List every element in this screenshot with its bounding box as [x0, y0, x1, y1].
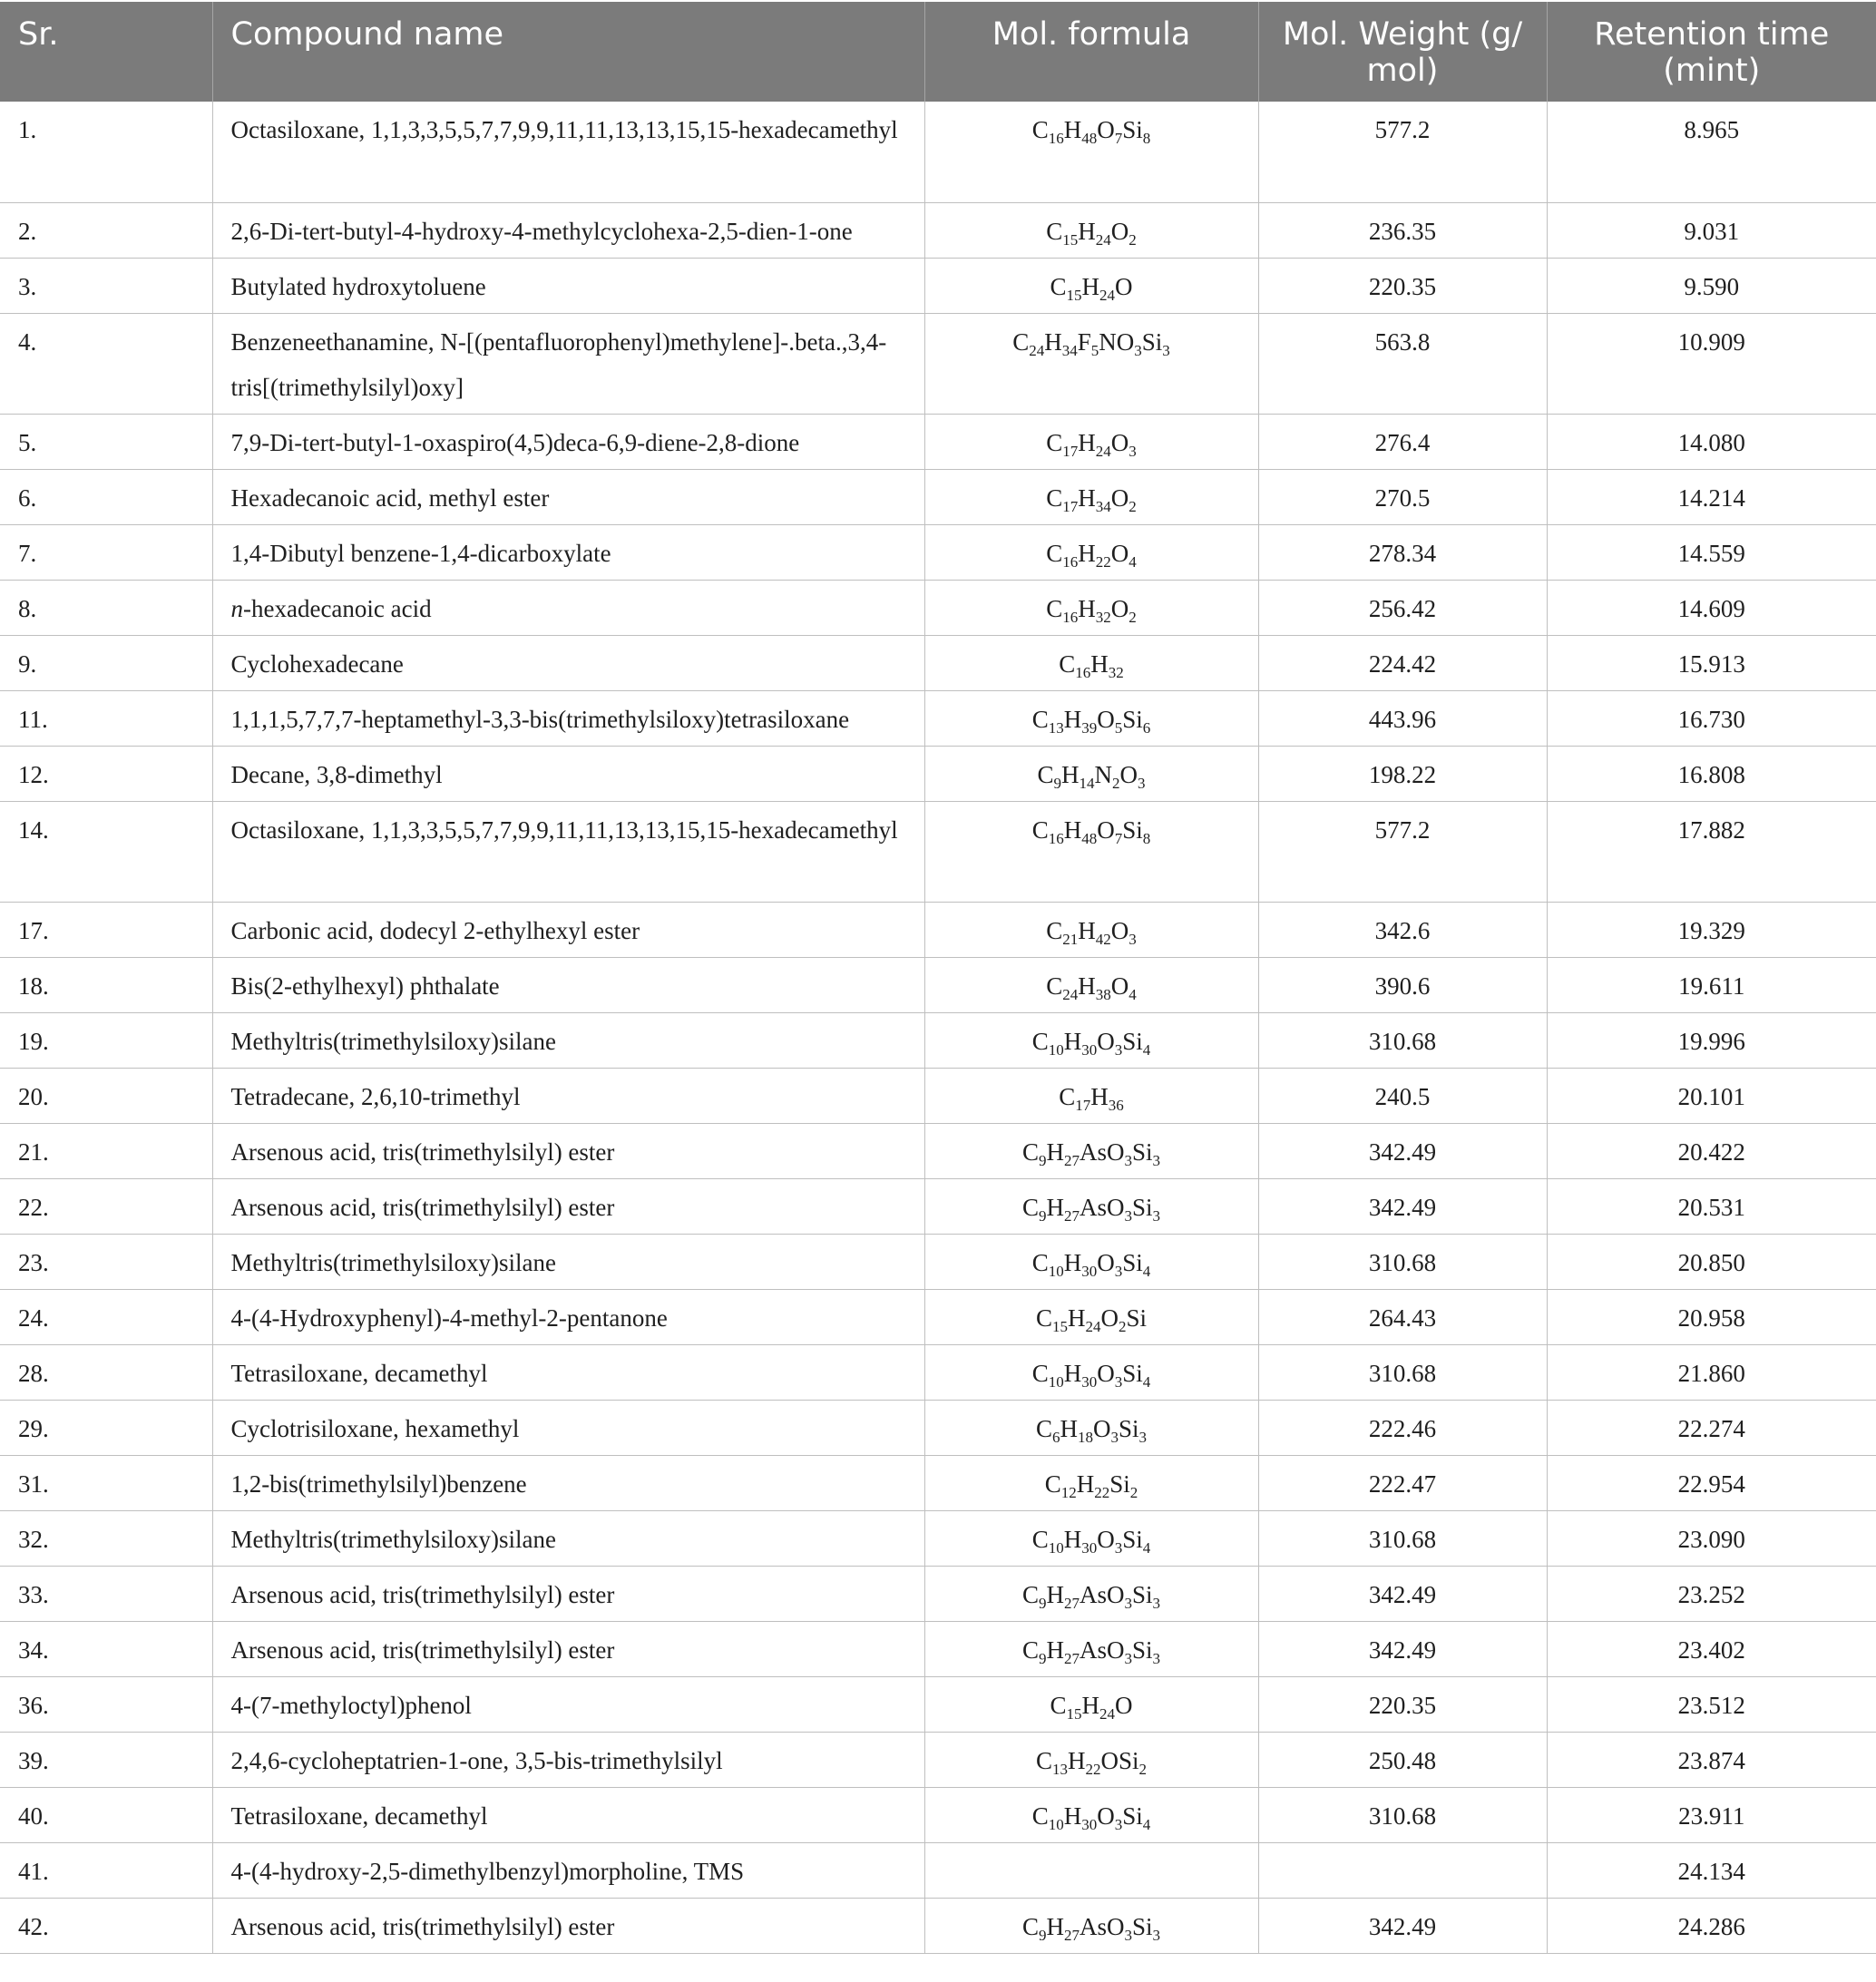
cell-sr: 39. — [0, 1732, 212, 1787]
cell-mol-formula: $C_{12}H_{22}Si_2$ — [924, 1455, 1258, 1510]
cell-mol-weight: 240.5 — [1258, 1068, 1547, 1123]
cell-mol-formula: $C_{16}H_{48}O_7Si_8$ — [924, 801, 1258, 902]
cell-compound-name: Carbonic acid, dodecyl 2-ethylhexyl ester — [212, 902, 924, 957]
cell-mol-formula: $C_{24}H_{34}F_5NO_3Si_3$ — [924, 313, 1258, 414]
cell-compound-name: Cyclotrisiloxane, hexamethyl — [212, 1400, 924, 1455]
cell-compound-name: n-hexadecanoic acid — [212, 580, 924, 635]
cell-mol-formula: $C_{10}H_{30}O_3Si_4$ — [924, 1344, 1258, 1400]
cell-compound-name: 4-(4-hydroxy-2,5-dimethylbenzyl)morpholine, TMS — [212, 1842, 924, 1898]
cell-sr: 34. — [0, 1621, 212, 1676]
cell-retention-time: 17.882 — [1547, 801, 1876, 902]
cell-retention-time: 20.101 — [1547, 1068, 1876, 1123]
cell-mol-weight: 443.96 — [1258, 690, 1547, 746]
cell-retention-time: 16.730 — [1547, 690, 1876, 746]
table-row — [0, 1455, 1876, 1510]
table-row — [0, 1234, 1876, 1289]
cell-compound-name: Benzeneethanamine, N-[(pentafluorophenyl)methylene]-.beta.,3,4-tris[(trimethylsilyl)oxy] — [212, 313, 924, 414]
cell-mol-weight: 310.68 — [1258, 1012, 1547, 1068]
cell-retention-time: 16.808 — [1547, 746, 1876, 801]
cell-retention-time: 21.860 — [1547, 1344, 1876, 1400]
cell-mol-formula: $C_{16}H_{22}O_4$ — [924, 524, 1258, 580]
cell-mol-weight: 220.35 — [1258, 258, 1547, 313]
cell-retention-time: 14.559 — [1547, 524, 1876, 580]
cell-retention-time: 14.609 — [1547, 580, 1876, 635]
cell-mol-formula: $C_{24}H_{38}O_4$ — [924, 957, 1258, 1012]
cell-mol-weight: 342.49 — [1258, 1566, 1547, 1621]
cell-mol-formula: $C_{15}H_{24}O_2$ — [924, 202, 1258, 258]
cell-mol-formula: $C_{16}H_{48}O_7Si_8$ — [924, 102, 1258, 202]
cell-sr: 8. — [0, 580, 212, 635]
cell-retention-time: 20.958 — [1547, 1289, 1876, 1344]
cell-sr: 31. — [0, 1455, 212, 1510]
cell-mol-formula: $C_9H_{14}N_2O_3$ — [924, 746, 1258, 801]
cell-sr: 18. — [0, 957, 212, 1012]
cell-sr: 21. — [0, 1123, 212, 1178]
cell-mol-formula: $C_{10}H_{30}O_3Si_4$ — [924, 1787, 1258, 1842]
cell-mol-formula: $C_{13}H_{22}OSi_2$ — [924, 1732, 1258, 1787]
cell-retention-time: 19.611 — [1547, 957, 1876, 1012]
cell-mol-formula: $C_{10}H_{30}O_3Si_4$ — [924, 1234, 1258, 1289]
cell-sr: 28. — [0, 1344, 212, 1400]
table-row — [0, 258, 1876, 313]
cell-mol-formula: $C_{13}H_{39}O_5Si_6$ — [924, 690, 1258, 746]
cell-retention-time: 15.913 — [1547, 635, 1876, 690]
cell-mol-weight: 264.43 — [1258, 1289, 1547, 1344]
cell-mol-weight: 276.4 — [1258, 414, 1547, 469]
cell-sr: 22. — [0, 1178, 212, 1234]
cell-mol-formula: $C_9H_{27}AsO_3Si_3$ — [924, 1898, 1258, 1953]
cell-mol-formula: $C_{10}H_{30}O_3Si_4$ — [924, 1012, 1258, 1068]
cell-sr: 32. — [0, 1510, 212, 1566]
cell-retention-time: 20.850 — [1547, 1234, 1876, 1289]
cell-retention-time: 23.090 — [1547, 1510, 1876, 1566]
cell-mol-weight: 342.49 — [1258, 1123, 1547, 1178]
cell-mol-weight: 342.6 — [1258, 902, 1547, 957]
table-row — [0, 1842, 1876, 1898]
cell-retention-time: 22.954 — [1547, 1455, 1876, 1510]
table-row — [0, 580, 1876, 635]
header-mol-formula: Mol. formula — [924, 2, 1258, 102]
cell-sr: 17. — [0, 902, 212, 957]
table-row — [0, 524, 1876, 580]
cell-retention-time: 20.531 — [1547, 1178, 1876, 1234]
cell-sr: 40. — [0, 1787, 212, 1842]
cell-mol-formula: $C_{15}H_{24}O$ — [924, 258, 1258, 313]
cell-compound-name: 1,2-bis(trimethylsilyl)benzene — [212, 1455, 924, 1510]
cell-mol-weight: 310.68 — [1258, 1510, 1547, 1566]
cell-mol-weight: 224.42 — [1258, 635, 1547, 690]
cell-retention-time: 22.274 — [1547, 1400, 1876, 1455]
table-row — [0, 414, 1876, 469]
cell-retention-time: 8.965 — [1547, 102, 1876, 202]
table-row — [0, 1012, 1876, 1068]
cell-compound-name: Bis(2-ethylhexyl) phthalate — [212, 957, 924, 1012]
cell-mol-weight: 390.6 — [1258, 957, 1547, 1012]
cell-retention-time: 19.996 — [1547, 1012, 1876, 1068]
cell-mol-formula — [924, 1842, 1258, 1898]
table-row — [0, 1068, 1876, 1123]
cell-compound-name: 4-(7-methyloctyl)phenol — [212, 1676, 924, 1732]
cell-mol-weight: 310.68 — [1258, 1344, 1547, 1400]
table-row — [0, 1178, 1876, 1234]
cell-mol-weight: 563.8 — [1258, 313, 1547, 414]
cell-sr: 41. — [0, 1842, 212, 1898]
cell-compound-name: Butylated hydroxytoluene — [212, 258, 924, 313]
table-row — [0, 469, 1876, 524]
cell-mol-formula: $C_{16}H_{32}$ — [924, 635, 1258, 690]
table-row — [0, 957, 1876, 1012]
table-row — [0, 1621, 1876, 1676]
cell-sr: 24. — [0, 1289, 212, 1344]
cell-retention-time: 23.402 — [1547, 1621, 1876, 1676]
table-row — [0, 1566, 1876, 1621]
cell-retention-time: 10.909 — [1547, 313, 1876, 414]
cell-sr: 36. — [0, 1676, 212, 1732]
cell-compound-name: Tetradecane, 2,6,10-trimethyl — [212, 1068, 924, 1123]
cell-compound-name: Tetrasiloxane, decamethyl — [212, 1344, 924, 1400]
cell-sr: 9. — [0, 635, 212, 690]
table-row — [0, 102, 1876, 202]
cell-mol-weight: 342.49 — [1258, 1898, 1547, 1953]
cell-sr: 1. — [0, 102, 212, 202]
cell-compound-name: Octasiloxane, 1,1,3,3,5,5,7,7,9,9,11,11,13,13,15,15-hexadecamethyl — [212, 801, 924, 902]
cell-retention-time: 23.874 — [1547, 1732, 1876, 1787]
cell-sr: 23. — [0, 1234, 212, 1289]
cell-retention-time: 9.590 — [1547, 258, 1876, 313]
cell-compound-name: Hexadecanoic acid, methyl ester — [212, 469, 924, 524]
table-row — [0, 1732, 1876, 1787]
header-retention-time: Retention time (mint) — [1547, 2, 1876, 102]
cell-mol-formula: $C_9H_{27}AsO_3Si_3$ — [924, 1123, 1258, 1178]
cell-mol-weight: 577.2 — [1258, 102, 1547, 202]
cell-sr: 14. — [0, 801, 212, 902]
cell-retention-time: 19.329 — [1547, 902, 1876, 957]
cell-mol-weight: 222.47 — [1258, 1455, 1547, 1510]
table-header — [0, 2, 1876, 102]
header-row — [0, 2, 1876, 102]
cell-compound-name: Methyltris(trimethylsiloxy)silane — [212, 1234, 924, 1289]
cell-sr: 33. — [0, 1566, 212, 1621]
compounds-table — [0, 2, 1876, 1954]
cell-compound-name: Arsenous acid, tris(trimethylsilyl) ester — [212, 1621, 924, 1676]
table-row — [0, 1400, 1876, 1455]
cell-sr: 2. — [0, 202, 212, 258]
cell-mol-formula: $C_{10}H_{30}O_3Si_4$ — [924, 1510, 1258, 1566]
cell-retention-time: 23.252 — [1547, 1566, 1876, 1621]
cell-mol-weight: 236.35 — [1258, 202, 1547, 258]
cell-retention-time: 14.080 — [1547, 414, 1876, 469]
header-sr: Sr. — [0, 2, 212, 102]
cell-mol-formula: $C_{17}H_{36}$ — [924, 1068, 1258, 1123]
cell-sr: 3. — [0, 258, 212, 313]
cell-compound-name: 4-(4-Hydroxyphenyl)-4-methyl-2-pentanone — [212, 1289, 924, 1344]
cell-mol-formula: $C_6H_{18}O_3Si_3$ — [924, 1400, 1258, 1455]
cell-mol-formula: $C_9H_{27}AsO_3Si_3$ — [924, 1566, 1258, 1621]
cell-mol-formula: $C_{21}H_{42}O_3$ — [924, 902, 1258, 957]
cell-retention-time: 23.512 — [1547, 1676, 1876, 1732]
cell-mol-weight: 342.49 — [1258, 1621, 1547, 1676]
table-row — [0, 902, 1876, 957]
cell-compound-name: Cyclohexadecane — [212, 635, 924, 690]
cell-mol-weight: 220.35 — [1258, 1676, 1547, 1732]
cell-compound-name: Tetrasiloxane, decamethyl — [212, 1787, 924, 1842]
cell-mol-weight: 310.68 — [1258, 1787, 1547, 1842]
cell-compound-name: Methyltris(trimethylsiloxy)silane — [212, 1012, 924, 1068]
cell-retention-time: 9.031 — [1547, 202, 1876, 258]
header-compound-name: Compound name — [212, 2, 924, 102]
table-row — [0, 1787, 1876, 1842]
cell-compound-name: 1,4-Dibutyl benzene-1,4-dicarboxylate — [212, 524, 924, 580]
cell-retention-time: 24.286 — [1547, 1898, 1876, 1953]
cell-compound-name: 2,6-Di-tert-butyl-4-hydroxy-4-methylcyclohexa-2,5-dien-1-one — [212, 202, 924, 258]
cell-mol-weight: 310.68 — [1258, 1234, 1547, 1289]
cell-compound-name: Arsenous acid, tris(trimethylsilyl) ester — [212, 1123, 924, 1178]
cell-compound-name: Methyltris(trimethylsiloxy)silane — [212, 1510, 924, 1566]
cell-sr: 29. — [0, 1400, 212, 1455]
cell-sr: 4. — [0, 313, 212, 414]
cell-sr: 19. — [0, 1012, 212, 1068]
cell-mol-formula: $C_{17}H_{24}O_3$ — [924, 414, 1258, 469]
table-row — [0, 202, 1876, 258]
cell-mol-weight: 198.22 — [1258, 746, 1547, 801]
table-row — [0, 313, 1876, 414]
cell-compound-name: Arsenous acid, tris(trimethylsilyl) ester — [212, 1566, 924, 1621]
cell-mol-formula: $C_9H_{27}AsO_3Si_3$ — [924, 1621, 1258, 1676]
cell-mol-weight: 250.48 — [1258, 1732, 1547, 1787]
cell-mol-formula: $C_{15}H_{24}O_2Si$ — [924, 1289, 1258, 1344]
cell-sr: 20. — [0, 1068, 212, 1123]
cell-retention-time: 24.134 — [1547, 1842, 1876, 1898]
cell-mol-formula: $C_{17}H_{34}O_2$ — [924, 469, 1258, 524]
cell-compound-name: 2,4,6-cycloheptatrien-1-one, 3,5-bis-trimethylsilyl — [212, 1732, 924, 1787]
table-row — [0, 690, 1876, 746]
cell-compound-name: 1,1,1,5,7,7,7-heptamethyl-3,3-bis(trimethylsiloxy)tetrasiloxane — [212, 690, 924, 746]
table-row — [0, 1510, 1876, 1566]
cell-retention-time: 20.422 — [1547, 1123, 1876, 1178]
cell-mol-weight: 342.49 — [1258, 1178, 1547, 1234]
table-row — [0, 801, 1876, 902]
cell-sr: 7. — [0, 524, 212, 580]
cell-sr: 5. — [0, 414, 212, 469]
cell-compound-name: 7,9-Di-tert-butyl-1-oxaspiro(4,5)deca-6,9-diene-2,8-dione — [212, 414, 924, 469]
cell-sr: 12. — [0, 746, 212, 801]
table-row — [0, 746, 1876, 801]
cell-sr: 6. — [0, 469, 212, 524]
table-row — [0, 1123, 1876, 1178]
table-row — [0, 1676, 1876, 1732]
cell-compound-name: Decane, 3,8-dimethyl — [212, 746, 924, 801]
cell-compound-name: Octasiloxane, 1,1,3,3,5,5,7,7,9,9,11,11,13,13,15,15-hexadecamethyl — [212, 102, 924, 202]
cell-mol-weight: 222.46 — [1258, 1400, 1547, 1455]
table-row — [0, 1898, 1876, 1953]
cell-mol-weight: 256.42 — [1258, 580, 1547, 635]
cell-sr: 42. — [0, 1898, 212, 1953]
table-row — [0, 1289, 1876, 1344]
table-row — [0, 1344, 1876, 1400]
cell-sr: 11. — [0, 690, 212, 746]
cell-mol-weight: 270.5 — [1258, 469, 1547, 524]
cell-retention-time: 23.911 — [1547, 1787, 1876, 1842]
cell-retention-time: 14.214 — [1547, 469, 1876, 524]
cell-compound-name: Arsenous acid, tris(trimethylsilyl) ester — [212, 1898, 924, 1953]
cell-mol-formula: $C_{15}H_{24}O$ — [924, 1676, 1258, 1732]
cell-mol-formula: $C_9H_{27}AsO_3Si_3$ — [924, 1178, 1258, 1234]
cell-mol-weight: 577.2 — [1258, 801, 1547, 902]
table-body — [0, 102, 1876, 1953]
cell-mol-weight — [1258, 1842, 1547, 1898]
cell-mol-weight: 278.34 — [1258, 524, 1547, 580]
cell-compound-name: Arsenous acid, tris(trimethylsilyl) ester — [212, 1178, 924, 1234]
header-mol-weight: Mol. Weight (g/ mol) — [1258, 2, 1547, 102]
cell-mol-formula: $C_{16}H_{32}O_2$ — [924, 580, 1258, 635]
table-row — [0, 635, 1876, 690]
